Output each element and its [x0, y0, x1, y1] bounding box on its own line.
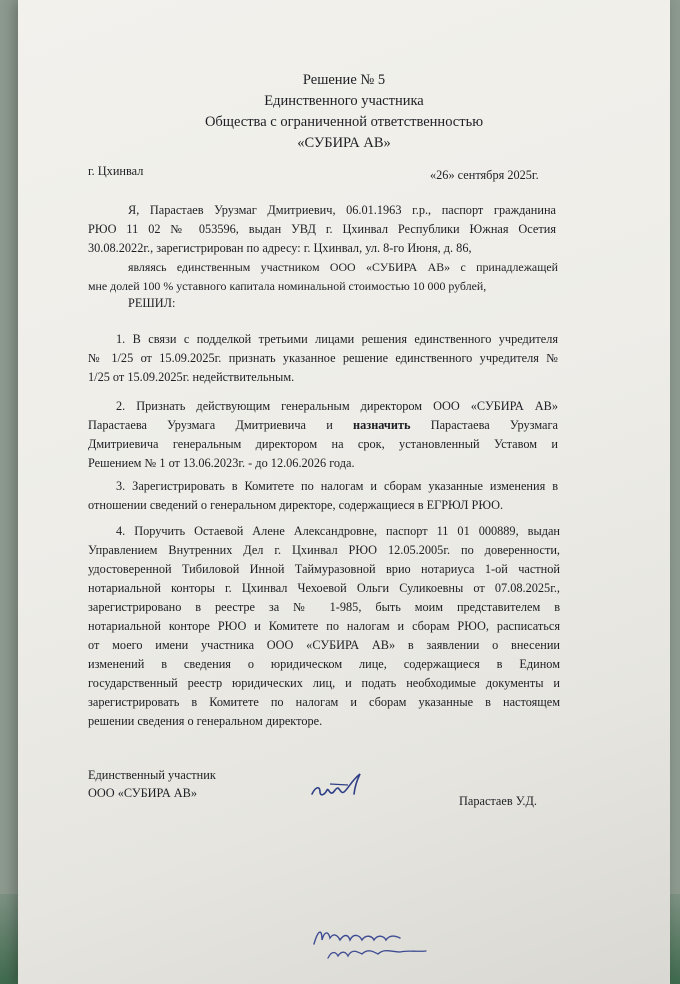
item-line: удостоверенной Тибиловой Инной Таймуразовной врио нотариуса 1-ой частной — [88, 562, 560, 576]
item-line: 2. Признать действующим генеральным директором ООО «СУБИРА АВ» — [116, 399, 558, 413]
item-line: 1. В связи с подделкой третьими лицами решения единственного учредителя — [116, 332, 558, 346]
item-line: Решением № 1 от 13.06.2023г. - до 12.06.2026 года. — [88, 456, 355, 470]
intro-line: мне долей 100 % уставного капитала номинальной стоимостью 10 000 рублей, — [88, 279, 487, 293]
document-page — [18, 0, 670, 984]
handwritten-note — [308, 918, 448, 966]
item-line: от моего имени участника ООО «СУБИРА АВ» в заявлении о внесении — [88, 638, 560, 652]
item-2 — [88, 397, 558, 473]
item-line: Дмитриевича генеральным директором на срок, установленный Уставом и — [88, 437, 558, 451]
intro-paragraph — [88, 201, 556, 258]
signer-name: Парастаев У.Д. — [459, 794, 537, 808]
intro-line: являясь единственным участником ООО «СУБИРА АВ» с принадлежащей — [128, 260, 558, 274]
item-line: 4. Поручить Остаевой Алене Александровне, паспорт 11 01 000889, выдан — [116, 524, 560, 538]
item-text: Парастаева Урузмага — [410, 418, 558, 432]
title-line: Общества с ограниченной ответственностью — [204, 114, 484, 130]
title-line: Решение № 5 — [302, 72, 386, 88]
item-line: зарегистрировать в Комитете по налогам и сборам указанные в настоящем — [88, 695, 560, 709]
item-line: нотариальной конторе РЮО и Комитете по налогам и сборам РЮО, расписаться — [88, 619, 560, 633]
document-date: «26» сентября 2025г. — [430, 168, 539, 182]
item-text: Парастаева Урузмага Дмитриевича и — [88, 418, 354, 432]
signer-company: ООО «СУБИРА АВ» — [88, 786, 198, 800]
title-line: Единственного участника — [264, 93, 424, 109]
item-line: решении сведения о генеральном директоре. — [88, 714, 323, 728]
item-line: отношении сведений о генеральном директоре, содержащиеся в ЕГРЮЛ РЮО. — [88, 498, 504, 512]
decided-heading: РЕШИЛ: — [128, 296, 176, 310]
item-line: зарегистрировано в реестре за № 1-985, быть моим представителем в — [88, 600, 560, 614]
item-line: государственный реестр юридических лиц, и подать необходимые документы и — [88, 676, 560, 690]
intro-line: Я, Парастаев Урузмаг Дмитриевич, 06.01.1963 г.р., паспорт гражданина — [128, 203, 556, 217]
emphasis-word: назначить — [353, 418, 411, 432]
signer-role: Единственный участник — [88, 768, 216, 782]
item-line: нотариальной конторы г. Цхинвал Чехоевой Ольги Суликоевны от 07.08.2025г., — [88, 581, 560, 595]
intro-line: 30.08.2022г., зарегистрирован по адресу: г. Цхинвал, ул. 8-го Июня, д. 86, — [88, 241, 472, 255]
item-3 — [88, 477, 558, 515]
item-1 — [88, 330, 558, 387]
item-line: Управлением Внутренних Дел г. Цхинвал РЮО 12.05.2005г. по доверенности, — [88, 543, 560, 557]
item-line: № 1/25 от 15.09.2025г. признать указанное решение единственного учредителя № — [88, 351, 558, 365]
item-line: 1/25 от 15.09.2025г. недействительным. — [88, 370, 295, 384]
title-line: «СУБИРА АВ» — [297, 135, 391, 151]
item-line — [88, 416, 558, 435]
item-4 — [88, 522, 560, 731]
signature-image — [308, 770, 382, 804]
intro-line: РЮО 11 02 № 053596, выдан УВД г. Цхинвал Республики Южная Осетия — [88, 222, 556, 236]
item-line: 3. Зарегистрировать в Комитете по налогам и сборам указанные изменения в — [116, 479, 558, 493]
intro-paragraph-2 — [88, 258, 558, 296]
city: г. Цхинвал — [88, 164, 144, 178]
item-line: изменений в сведения о юридическом лице, содержащиеся в Едином — [88, 657, 560, 671]
